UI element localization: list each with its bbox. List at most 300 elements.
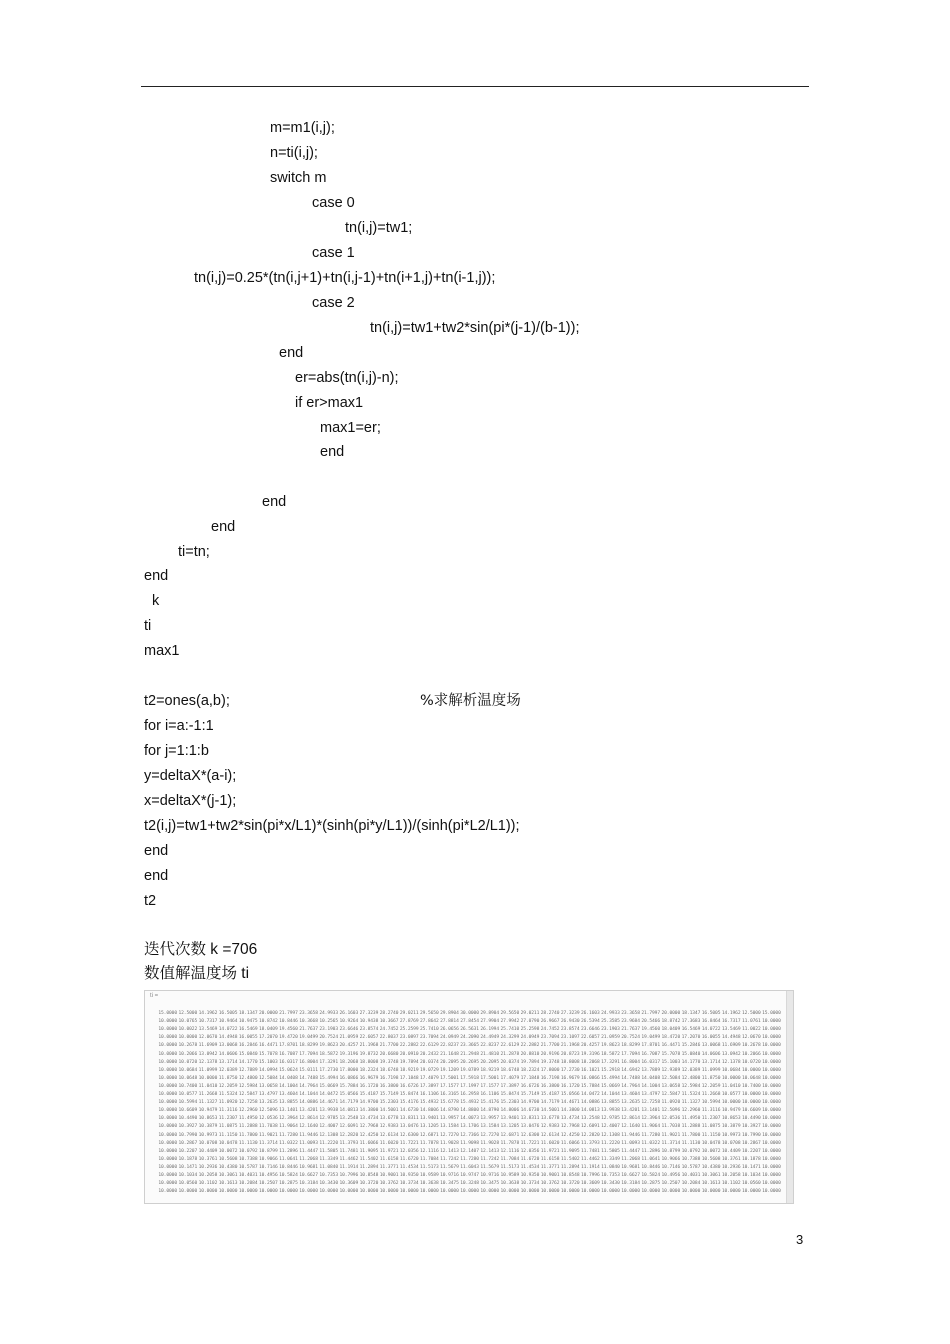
table-cell: 10.1878 xyxy=(178,1156,198,1162)
table-cell: 10.3184 xyxy=(299,1181,318,1187)
table-cell: 10.8653 xyxy=(721,1116,741,1122)
table-cell: 10.2066 xyxy=(178,1051,198,1057)
table-cell: 10.9350 xyxy=(399,1173,419,1178)
table-cell: 19.0499 xyxy=(641,1035,660,1041)
output-table-screenshot xyxy=(144,990,794,1204)
table-cell: 10.0000 xyxy=(480,1189,499,1195)
table-cell: 10.2058 xyxy=(721,1173,741,1178)
table-cell: 17.2730 xyxy=(560,1067,580,1073)
table-cell: 12.6871 xyxy=(419,1132,439,1138)
table-cell: 10.2678 xyxy=(741,1043,761,1049)
table-cell: 19.7894 xyxy=(399,1059,419,1065)
table-cell: 10.0000 xyxy=(158,1164,177,1170)
table-cell: 15.4932 xyxy=(460,1100,479,1106)
table-cell: 17.8000 xyxy=(540,1067,560,1073)
table-cell: 12.1308 xyxy=(601,1132,620,1138)
table-cell: 11.3349 xyxy=(601,1156,620,1162)
table-cell: 24.2090 xyxy=(460,1035,479,1041)
table-cell: 15.0000 xyxy=(762,1011,781,1016)
table-cell: 13.4604 xyxy=(279,1092,298,1097)
table-cell: 11.6720 xyxy=(399,1156,419,1162)
code-line-t2: t2=ones(a,b); xyxy=(144,693,230,709)
table-cell: 10.4380 xyxy=(218,1164,238,1170)
table-cell: 11.9446 xyxy=(621,1132,640,1138)
table-cell: 13.0658 xyxy=(258,1083,278,1089)
table-cell: 10.0000 xyxy=(762,1059,781,1065)
table-cell: 11.8750 xyxy=(701,1075,721,1081)
table-cell: 18.0409 xyxy=(258,1027,278,1033)
table-cell: 15.7078 xyxy=(258,1051,278,1057)
table-cell: 19.8623 xyxy=(601,1043,620,1049)
table-cell: 12.1413 xyxy=(440,1148,459,1154)
table-row xyxy=(157,1076,781,1083)
table-cell: 26.1603 xyxy=(339,1011,359,1016)
table-cell: 10.0577 xyxy=(178,1092,198,1097)
table-cell: 10.1102 xyxy=(721,1181,741,1187)
table-cell: 11.0093 xyxy=(621,1140,640,1146)
table-cell: 18.2324 xyxy=(520,1067,540,1073)
table-cell: 26.5394 xyxy=(580,1019,600,1025)
table-cell: 16.1720 xyxy=(359,1083,379,1089)
table-cell: 19.0499 xyxy=(299,1035,318,1041)
table-cell: 21.7700 xyxy=(540,1043,560,1049)
code-line: switch m xyxy=(270,170,327,186)
table-cell: 14.8006 xyxy=(419,1108,439,1114)
table-cell: 14.1770 xyxy=(681,1059,701,1065)
table-cell: 10.0000 xyxy=(158,1059,177,1065)
table-cell: 25.3585 xyxy=(601,1019,620,1025)
table-cell: 10.2875 xyxy=(279,1181,298,1187)
table-cell: 10.8742 xyxy=(258,1019,278,1025)
code-line: t2 xyxy=(144,893,157,909)
table-cell: 13.9938 xyxy=(319,1108,338,1114)
table-cell: 10.1471 xyxy=(178,1164,198,1170)
table-cell: 11.1327 xyxy=(681,1100,701,1106)
table-cell: 11.0920 xyxy=(218,1100,238,1106)
table-cell: 10.0000 xyxy=(741,1189,761,1195)
table-cell: 16.7317 xyxy=(721,1019,741,1025)
code-line: end xyxy=(279,345,304,361)
table-cell: 27.9942 xyxy=(500,1019,520,1025)
table-cell: 19.7894 xyxy=(520,1059,540,1065)
table-cell: 14.8006 xyxy=(500,1108,520,1114)
table-cell: 17.1848 xyxy=(520,1075,540,1081)
table-cell: 10.0000 xyxy=(762,1124,781,1130)
table-cell: 15.7078 xyxy=(661,1051,681,1057)
table-cell: 13.1714 xyxy=(218,1059,238,1065)
table-cell: 13.9938 xyxy=(601,1108,620,1114)
table-cell: 14.0408 xyxy=(641,1075,660,1081)
table-cell: 11.0840 xyxy=(319,1164,338,1170)
table-cell: 12.7270 xyxy=(480,1132,499,1138)
table-cell: 29.5650 xyxy=(500,1011,520,1016)
table-cell: 21.0959 xyxy=(601,1035,620,1041)
table-cell: 15.7149 xyxy=(379,1092,399,1097)
table-cell: 11.9446 xyxy=(299,1132,318,1138)
table-cell: 16.0866 xyxy=(339,1075,359,1081)
table-cell: 16.3800 xyxy=(379,1083,399,1089)
table-cell: 12.8614 xyxy=(299,1116,318,1122)
table-cell: 10.0000 xyxy=(762,1035,781,1041)
table-cell: 11.4534 xyxy=(399,1164,419,1170)
table-cell: 10.4031 xyxy=(238,1173,258,1178)
table-cell: 10.0792 xyxy=(681,1148,701,1154)
table-cell: 13.8311 xyxy=(399,1116,419,1122)
table-cell: 10.0000 xyxy=(762,1108,781,1114)
table-cell: 12.7270 xyxy=(440,1132,459,1138)
table-cell: 13.9401 xyxy=(419,1116,439,1122)
table-cell: 19.4560 xyxy=(279,1027,298,1033)
table-cell: 14.1962 xyxy=(198,1011,218,1016)
table-cell: 14.7179 xyxy=(540,1100,560,1106)
table-cell: 21.7700 xyxy=(379,1043,399,1049)
table-cell: 10.7353 xyxy=(319,1173,338,1178)
table-cell: 10.0000 xyxy=(762,1067,781,1073)
table-cell: 13.2548 xyxy=(339,1116,359,1122)
table-cell: 19.4720 xyxy=(279,1035,298,1041)
table-cell: 27.8454 xyxy=(460,1019,479,1025)
table-row xyxy=(157,1035,781,1042)
table-cell: 11.7800 xyxy=(238,1132,258,1138)
table-cell: 10.1034 xyxy=(741,1173,761,1178)
table-cell: 11.7038 xyxy=(661,1124,681,1130)
table-cell: 10.0000 xyxy=(741,1067,761,1073)
table-cell: 10.7990 xyxy=(178,1132,198,1138)
table-cell: 12.6300 xyxy=(399,1132,419,1138)
table-cell: 10.3475 xyxy=(440,1181,459,1187)
table-cell: 11.1130 xyxy=(681,1140,701,1146)
table-cell: 14.0606 xyxy=(218,1051,238,1057)
table-cell: 11.6158 xyxy=(540,1156,560,1162)
table-cell: 23.1903 xyxy=(319,1027,338,1033)
table-row xyxy=(157,1060,781,1067)
table-cell: 15.7884 xyxy=(580,1083,600,1089)
table-cell: 10.0000 xyxy=(158,1148,177,1154)
table-cell: 14.3800 xyxy=(359,1108,379,1114)
table-cell: 17.3291 xyxy=(601,1059,620,1065)
table-cell: 12.9383 xyxy=(379,1124,399,1130)
table-cell: 10.0000 xyxy=(641,1189,660,1195)
table-cell: 12.8614 xyxy=(621,1116,640,1122)
table-cell: 10.2084 xyxy=(681,1181,701,1187)
table-cell: 10.3734 xyxy=(520,1181,540,1187)
table-cell: 12.9389 xyxy=(661,1067,681,1073)
table-cell: 17.8701 xyxy=(641,1043,660,1049)
table-cell: 10.1102 xyxy=(198,1181,218,1187)
table-cell: 11.6043 xyxy=(460,1164,479,1170)
table-cell: 12.2059 xyxy=(701,1083,721,1089)
table-cell: 10.0000 xyxy=(158,1075,177,1081)
table-cell: 11.3116 xyxy=(218,1108,238,1114)
code-line: max1=er; xyxy=(320,420,381,436)
table-row xyxy=(157,1149,781,1156)
table-cell: 11.2668 xyxy=(198,1092,218,1097)
table-cell: 27.8642 xyxy=(419,1019,439,1025)
table-cell: 11.0875 xyxy=(218,1124,238,1130)
table-cell: 13.1205 xyxy=(419,1124,439,1130)
table-cell: 23.7094 xyxy=(419,1035,439,1041)
code-line: k xyxy=(152,593,160,609)
table-cell: 10.0708 xyxy=(721,1140,741,1146)
table-cell: 11.0641 xyxy=(279,1156,298,1162)
table-cell: 11.9064 xyxy=(279,1124,298,1130)
table-cell: 10.0000 xyxy=(762,1189,781,1195)
table-cell: 10.2066 xyxy=(741,1051,761,1057)
table-cell: 10.0000 xyxy=(238,1189,258,1195)
table-cell: 10.0000 xyxy=(762,1116,781,1122)
table-cell: 22.6057 xyxy=(359,1035,379,1041)
code-line: x=deltaX*(j-1); xyxy=(144,793,237,809)
table-cell: 10.0000 xyxy=(158,1035,177,1041)
table-cell: 10.0000 xyxy=(158,1019,177,1025)
code-line: t2(i,j)=tw1+tw2*sin(pi*x/L1)*(sinh(pi*y/L1))/(sinh(pi*L2/L1)); xyxy=(144,818,520,834)
table-cell: 12.6091 xyxy=(580,1124,600,1130)
table-cell: 14.8790 xyxy=(480,1108,499,1114)
table-cell: 10.3184 xyxy=(621,1181,640,1187)
table-cell: 17.4079 xyxy=(500,1075,520,1081)
table-cell: 11.1150 xyxy=(218,1132,238,1138)
table-cell: 11.6720 xyxy=(520,1156,540,1162)
table-cell: 16.1720 xyxy=(560,1083,580,1089)
table-cell: 16.0055 xyxy=(701,1035,721,1041)
table-cell: 10.0000 xyxy=(158,1051,177,1057)
table-cell: 11.9721 xyxy=(379,1148,399,1154)
table-cell: 10.9001 xyxy=(379,1173,399,1178)
table-cell: 19.0729 xyxy=(419,1067,439,1073)
table-cell: 10.8446 xyxy=(279,1164,298,1170)
table-cell: 17.5918 xyxy=(460,1075,479,1081)
table-cell: 12.6134 xyxy=(379,1132,399,1138)
table-cell: 10.2507 xyxy=(258,1181,278,1187)
table-cell: 10.7996 xyxy=(339,1173,359,1178)
table-cell: 19.3196 xyxy=(580,1051,600,1057)
table-cell: 14.7964 xyxy=(299,1083,318,1089)
table-row xyxy=(157,1068,781,1075)
table-cell: 18.2068 xyxy=(580,1059,600,1065)
table-cell: 26.0656 xyxy=(440,1027,459,1033)
table-cell: 10.9973 xyxy=(721,1132,741,1138)
table-cell: 20.2095 xyxy=(480,1059,499,1065)
table-cell: 20.0000 xyxy=(661,1011,681,1016)
table-cell: 10.0560 xyxy=(178,1181,198,1187)
table-cell: 16.4471 xyxy=(258,1043,278,1049)
table-cell: 10.0000 xyxy=(560,1189,580,1195)
table-cell: 27.8814 xyxy=(440,1019,459,1025)
table-cell: 21.1968 xyxy=(560,1043,580,1049)
table-cell: 12.1378 xyxy=(198,1059,218,1065)
table-cell: 20.9196 xyxy=(540,1051,560,1057)
table-cell: 21.4810 xyxy=(480,1051,499,1057)
table-cell: 10.9716 xyxy=(480,1173,499,1178)
table-cell: 10.4490 xyxy=(178,1116,198,1122)
table-row xyxy=(157,1027,781,1034)
table-cell: 17.5001 xyxy=(440,1075,459,1081)
table-cell: 15.8474 xyxy=(500,1092,520,1097)
table-cell: 10.9438 xyxy=(359,1019,379,1025)
table-cell: 16.0055 xyxy=(238,1035,258,1041)
table-cell: 10.0000 xyxy=(158,1100,177,1106)
table-cell: 10.3761 xyxy=(198,1156,218,1162)
table-cell: 12.0389 xyxy=(218,1067,238,1073)
code-line: max1 xyxy=(144,643,180,659)
table-cell: 11.7280 xyxy=(641,1132,660,1138)
table-cell: 16.0317 xyxy=(279,1059,298,1065)
table-cell: 10.0000 xyxy=(762,1051,781,1057)
code-line: tn(i,j)=tw1; xyxy=(345,220,413,236)
table-cell: 14.9700 xyxy=(520,1100,540,1106)
table-cell: 14.1044 xyxy=(601,1092,620,1097)
table-cell: 16.7087 xyxy=(641,1051,660,1057)
table-cell: 24.9933 xyxy=(319,1011,338,1016)
table-row xyxy=(157,1100,781,1107)
table-cell: 11.7481 xyxy=(339,1148,359,1154)
table-cell: 10.2084 xyxy=(238,1181,258,1187)
table-cell: 14.0472 xyxy=(319,1092,338,1097)
table-cell: 11.0840 xyxy=(601,1164,620,1170)
table-cell: 10.2936 xyxy=(721,1164,741,1170)
table-cell: 13.8311 xyxy=(520,1116,540,1122)
table-cell: 24.0949 xyxy=(440,1035,459,1041)
table-cell: 19.1209 xyxy=(440,1067,459,1073)
table-cell: 13.6778 xyxy=(540,1116,560,1122)
table-cell: 20.4257 xyxy=(339,1043,359,1049)
table-cell: 10.0000 xyxy=(762,1083,781,1089)
table-cell: 22.8237 xyxy=(480,1043,499,1049)
table-cell: 19.3748 xyxy=(540,1059,560,1065)
table-cell: 12.0536 xyxy=(661,1116,681,1122)
table-cell: 14.1962 xyxy=(721,1011,741,1016)
table-cell: 11.3793 xyxy=(580,1140,600,1146)
table-cell: 23.6646 xyxy=(580,1027,600,1033)
table-cell: 16.7198 xyxy=(379,1075,399,1081)
table-cell: 16.3165 xyxy=(440,1092,459,1097)
table-cell: 10.0000 xyxy=(158,1132,177,1138)
table-cell: 16.5005 xyxy=(218,1011,238,1016)
table-cell: 24.0949 xyxy=(520,1035,540,1041)
table-cell: 11.2068 xyxy=(299,1156,318,1162)
table-cell: 15.1003 xyxy=(258,1059,278,1065)
table-cell: 14.0472 xyxy=(580,1092,600,1097)
table-cell: 14.4671 xyxy=(319,1100,338,1106)
table-cell: 15.4187 xyxy=(359,1092,379,1097)
table-cell: 25.7410 xyxy=(500,1027,520,1033)
table-cell: 20.4257 xyxy=(580,1043,600,1049)
table-cell: 16.0866 xyxy=(580,1075,600,1081)
table-cell: 30.0000 xyxy=(460,1011,479,1016)
table-cell: 15.0669 xyxy=(601,1083,620,1089)
table-cell: 11.7242 xyxy=(480,1156,499,1162)
table-cell: 10.2867 xyxy=(741,1140,761,1146)
table-cell: 12.0670 xyxy=(198,1035,218,1041)
table-cell: 10.0000 xyxy=(399,1189,419,1195)
table-cell: 10.0000 xyxy=(178,1035,198,1041)
table-cell: 11.0322 xyxy=(279,1140,298,1146)
table-cell: 10.0560 xyxy=(741,1181,761,1187)
table-cell: 22.6129 xyxy=(500,1043,520,1049)
table-cell: 10.9747 xyxy=(460,1173,479,1178)
table-cell: 15.2846 xyxy=(681,1043,701,1049)
iterations-caption: 迭代次数 k =706 xyxy=(144,941,258,958)
code-line: case 1 xyxy=(312,245,355,261)
table-cell: 16.3800 xyxy=(540,1083,560,1089)
table-cell: 18.4720 xyxy=(661,1035,681,1041)
table-cell: 15.0566 xyxy=(339,1092,359,1097)
table-cell: 14.6730 xyxy=(520,1108,540,1114)
table-cell: 11.0761 xyxy=(741,1019,761,1025)
table-cell: 16.6726 xyxy=(520,1083,540,1089)
table-cell: 10.5994 xyxy=(178,1100,198,1106)
table-cell: 26.1603 xyxy=(580,1011,600,1016)
table-cell: 11.3349 xyxy=(319,1156,338,1162)
table-cell: 11.4950 xyxy=(238,1116,258,1122)
table-cell: 14.0813 xyxy=(580,1108,600,1114)
table-cell: 15.0669 xyxy=(319,1083,338,1089)
table-cell: 12.9785 xyxy=(319,1116,338,1122)
code-line: er=abs(tn(i,j)-n); xyxy=(295,370,399,386)
page-number: 3 xyxy=(796,1232,804,1247)
table-cell: 15.7884 xyxy=(339,1083,359,1089)
table-cell: 10.4956 xyxy=(258,1173,278,1178)
scrollbar[interactable] xyxy=(786,991,793,1203)
table-cell: 13.0658 xyxy=(661,1083,681,1089)
table-cell: 26.9667 xyxy=(540,1019,560,1025)
table-cell: 11.1914 xyxy=(339,1164,359,1170)
code-line: y=deltaX*(a-i); xyxy=(144,768,237,784)
table-cell: 17.5001 xyxy=(480,1075,499,1081)
table-cell: 10.0072 xyxy=(701,1148,721,1154)
table-cell: 13.8855 xyxy=(279,1100,298,1106)
table-cell: 18.1347 xyxy=(238,1011,258,1016)
table-cell: 12.2820 xyxy=(339,1132,359,1138)
table-cell: 16.5469 xyxy=(681,1027,701,1033)
table-cell: 15.0566 xyxy=(560,1092,580,1097)
table-cell: 16.5005 xyxy=(701,1011,721,1016)
table-cell: 11.7221 xyxy=(520,1140,540,1146)
table-cell: 10.9589 xyxy=(500,1173,520,1178)
table-cell: 14.0722 xyxy=(701,1027,721,1033)
table-cell: 15.4176 xyxy=(480,1100,499,1106)
table-cell: 11.6158 xyxy=(379,1156,399,1162)
table-cell: 28.2740 xyxy=(379,1011,399,1016)
table-cell: 17.1577 xyxy=(480,1083,499,1089)
table-cell: 10.3609 xyxy=(580,1181,600,1187)
table-cell: 12.0356 xyxy=(520,1148,540,1154)
table-cell: 10.0000 xyxy=(460,1189,479,1195)
code-line: end xyxy=(144,843,169,859)
table-cell: 17.1848 xyxy=(399,1075,419,1081)
table-cell: 11.9028 xyxy=(480,1140,499,1146)
code-line: ti=tn; xyxy=(178,544,210,560)
table-cell: 10.0000 xyxy=(741,1092,761,1097)
table-cell: 24.3299 xyxy=(500,1035,520,1041)
table-cell: 10.9479 xyxy=(198,1108,218,1114)
table-cell: 14.6942 xyxy=(621,1067,640,1073)
table-cell: 11.0999 xyxy=(198,1067,218,1073)
table-cell: 22.6057 xyxy=(580,1035,600,1041)
table-cell: 10.0708 xyxy=(198,1140,218,1146)
table-cell: 10.0684 xyxy=(721,1067,741,1073)
table-cell: 15.0111 xyxy=(299,1067,318,1073)
table-cell: 10.8653 xyxy=(198,1116,218,1122)
table-cell: 18.9219 xyxy=(399,1067,419,1073)
table-cell: 10.8548 xyxy=(560,1173,580,1178)
table-cell: 10.3667 xyxy=(379,1019,399,1025)
table-cell: 10.0000 xyxy=(540,1189,560,1195)
table-cell: 13.2635 xyxy=(621,1100,640,1106)
table-cell: 10.0000 xyxy=(520,1189,540,1195)
table-cell: 13.4604 xyxy=(621,1092,640,1097)
table-cell: 10.0000 xyxy=(158,1189,177,1195)
